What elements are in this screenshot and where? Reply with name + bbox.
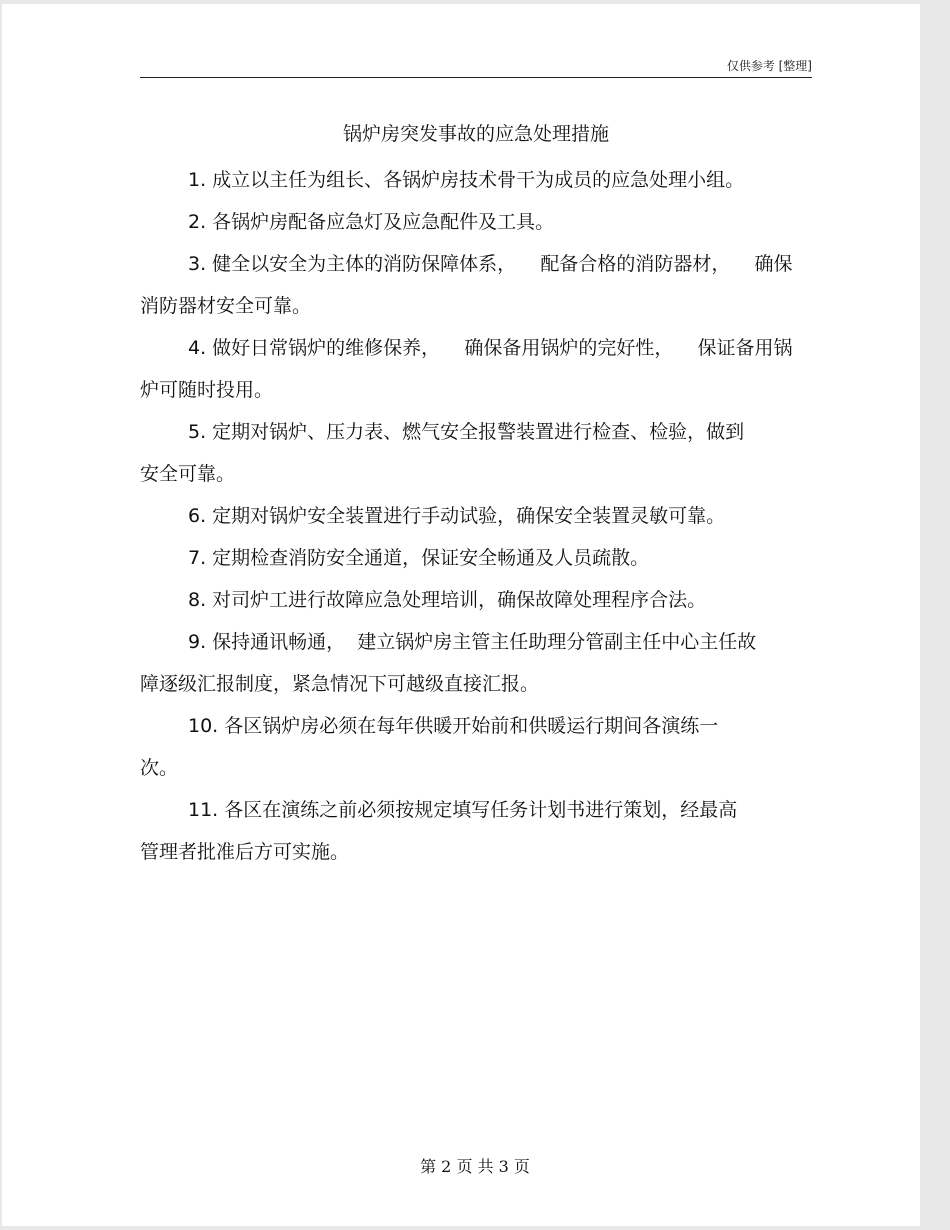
paragraph-line: 5. 定期对锅炉、压力表、燃气安全报警装置进行检查、检验，做到: [188, 421, 745, 443]
paragraph-line: 2. 各锅炉房配备应急灯及应急配件及工具。: [188, 211, 555, 233]
paragraph-line: 11. 各区在演练之前必须按规定填写任务计划书进行策划，经最高: [188, 799, 738, 821]
paragraph-line: 管理者批准后方可实施。: [140, 841, 350, 863]
paragraph-line: 9. 保持通讯畅通， 建立锅炉房主管主任助理分管副主任中心主任故: [188, 631, 757, 653]
paragraph-line: 消防器材安全可靠。: [140, 295, 312, 317]
header-note: 仅供参考 [整理]: [726, 59, 812, 73]
paragraph-line: 8. 对司炉工进行故障应急处理培训，确保故障处理程序合法。: [188, 589, 707, 611]
paragraph-line: 6. 定期对锅炉安全装置进行手动试验，确保安全装置灵敏可靠。: [188, 505, 726, 527]
paragraph-line: 3. 健全以安全为主体的消防保障体系， 配备合格的消防器材， 确保: [188, 253, 793, 275]
document-page: [2, 4, 920, 1226]
paragraph-line: 4. 做好日常锅炉的维修保养， 确保备用锅炉的完好性， 保证备用锅: [188, 337, 793, 359]
document-title: 锅炉房突发事故的应急处理措施: [342, 123, 609, 145]
paragraph-line: 次。: [140, 757, 179, 779]
page-number: 第 2 页 共 3 页: [420, 1157, 530, 1176]
paragraph-line: 10. 各区锅炉房必须在每年供暖开始前和供暖运行期间各演练一: [188, 715, 719, 737]
paragraph-line: 1. 成立以主任为组长、各锅炉房技术骨干为成员的应急处理小组。: [188, 169, 745, 191]
paragraph-line: 障逐级汇报制度，紧急情况下可越级直接汇报。: [140, 673, 540, 695]
paragraph-line: 安全可靠。: [140, 463, 236, 485]
header-divider: [140, 77, 812, 78]
paragraph-line: 炉可随时投用。: [140, 379, 274, 401]
paragraph-line: 7. 定期检查消防安全通道，保证安全畅通及人员疏散。: [188, 547, 650, 569]
